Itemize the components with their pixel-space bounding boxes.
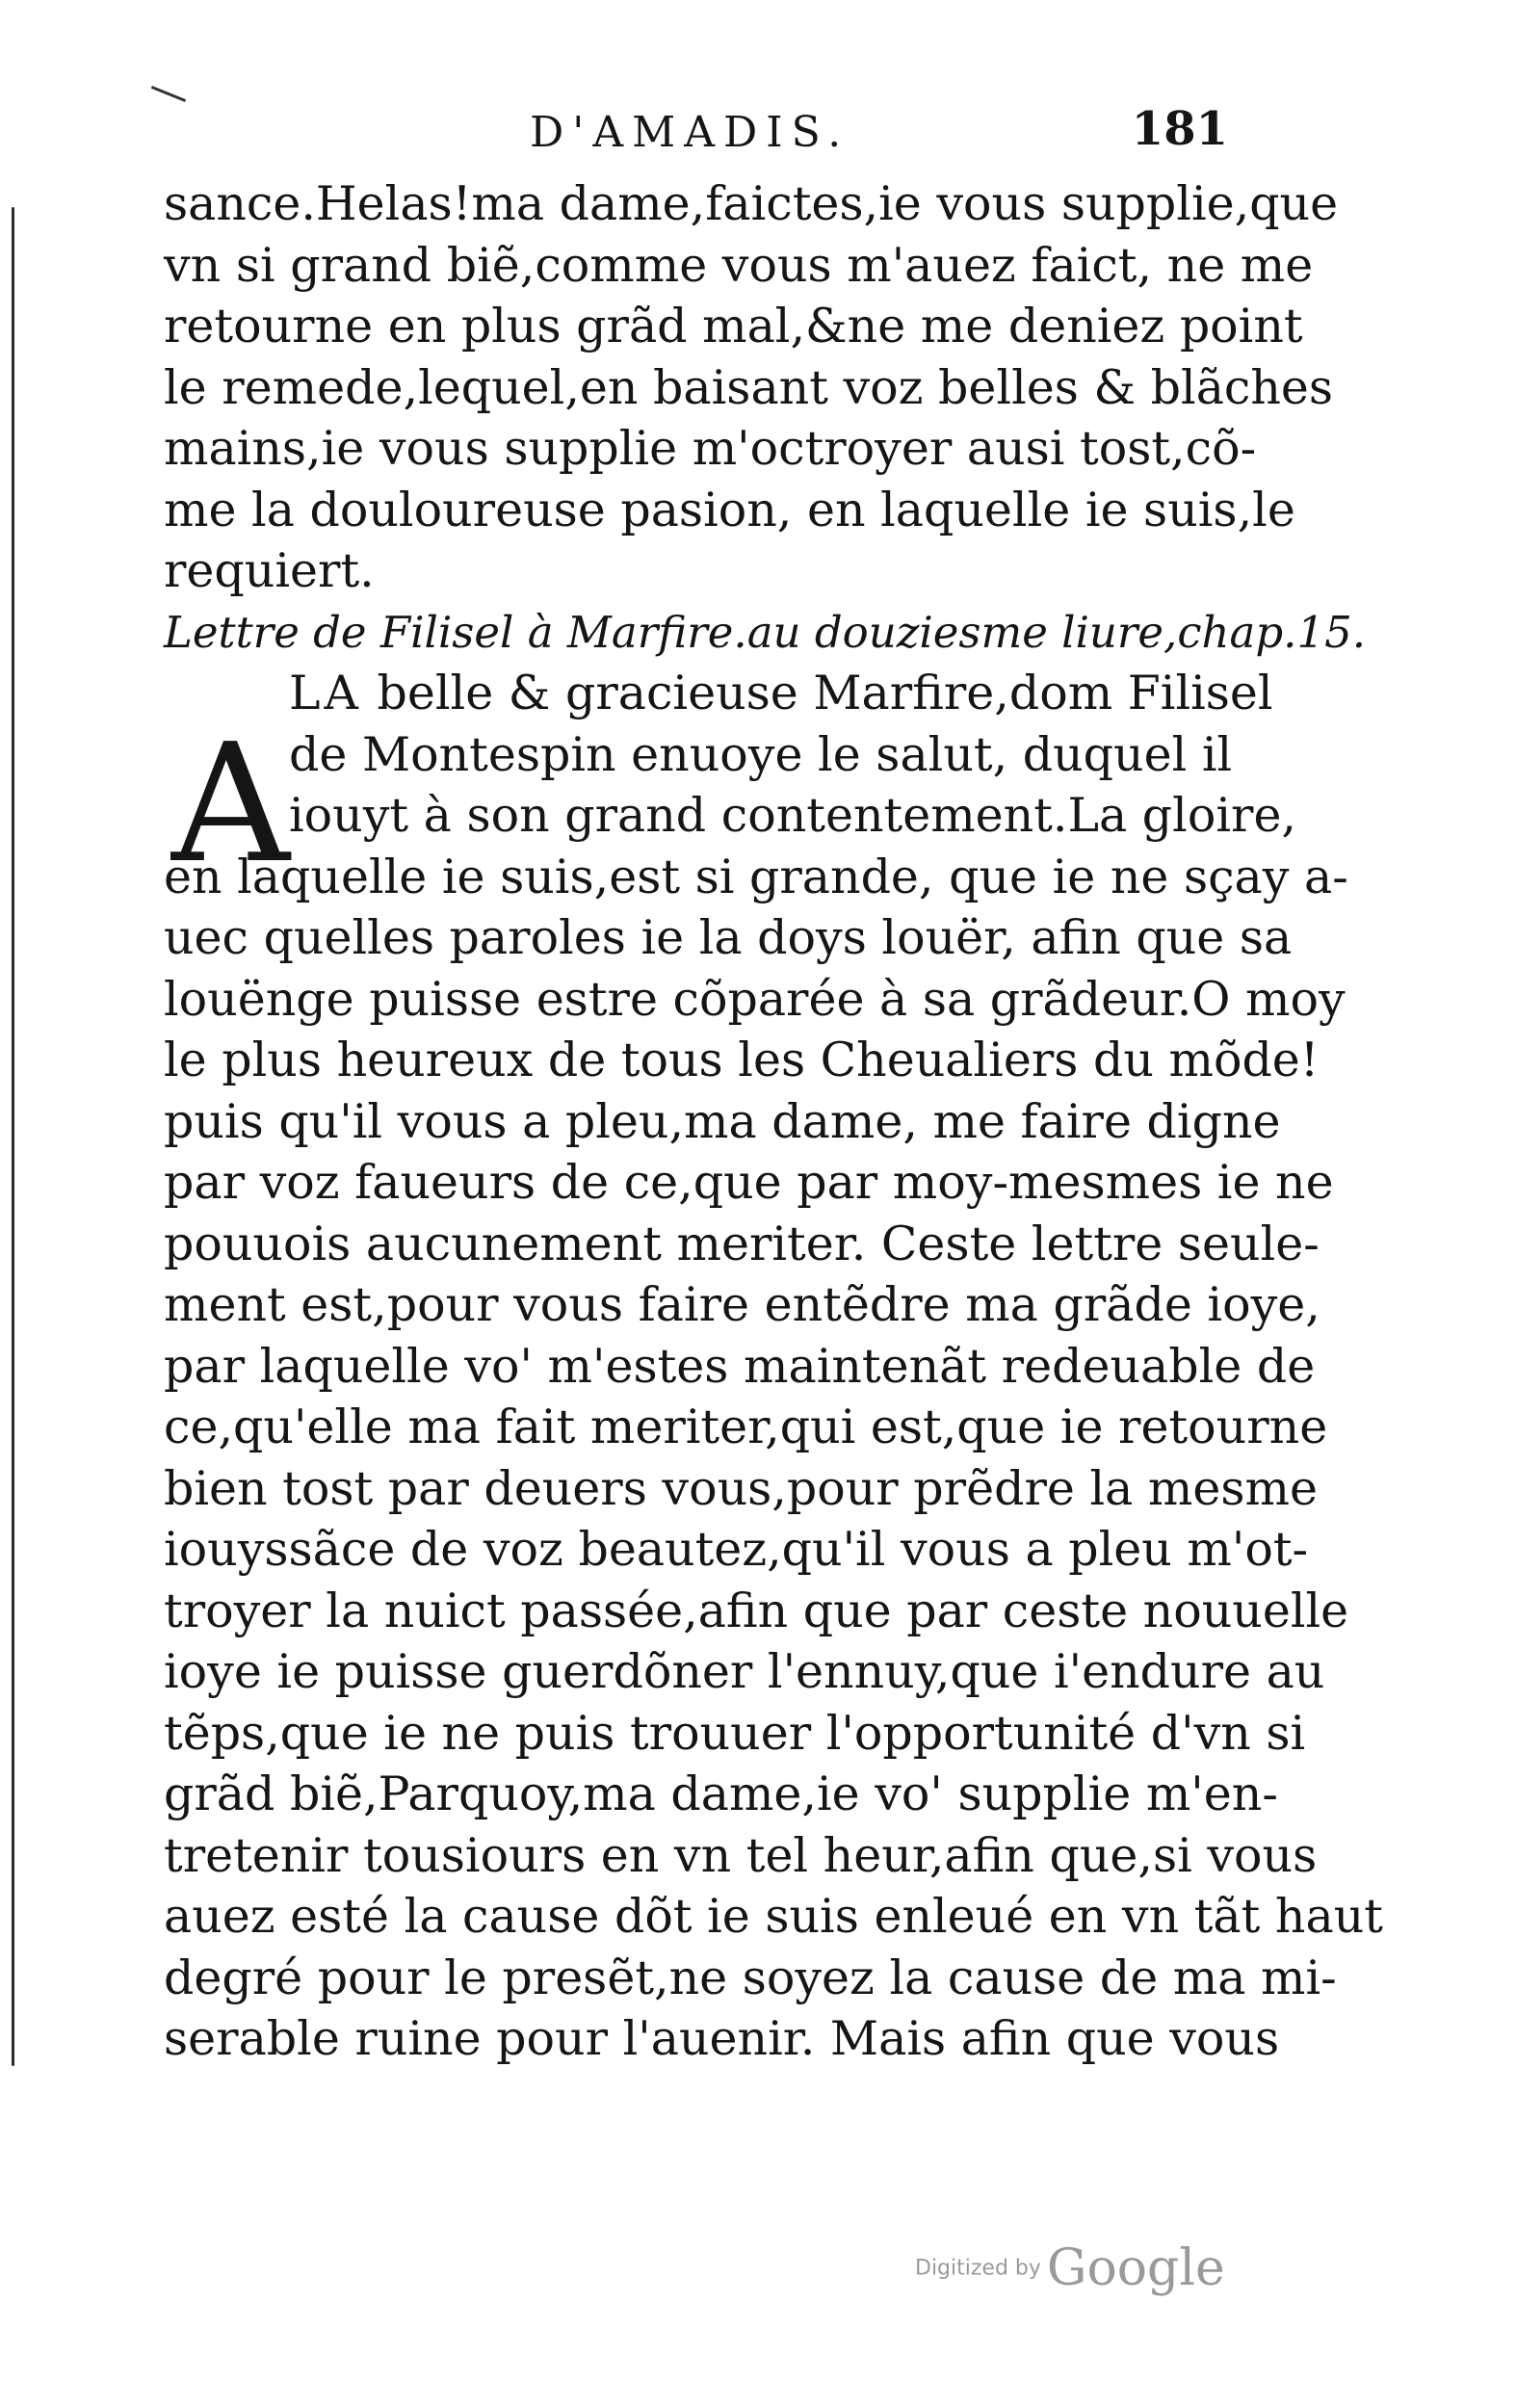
text-line: en laquelle ie suis,est si grande, que ie ne sçay a- [164,849,1348,904]
opening-smallcaps: LA [289,666,362,720]
gutter-binding-line [12,207,14,2066]
text-line: ce,qu'elle ma fait meriter,qui est,que ie retourne [164,1400,1328,1454]
text-line: le remede,lequel,en baisant voz belles & blãches [164,359,1334,415]
text-line: tretenir tousiours en vn tel heur,afin que,si vous [164,1827,1318,1883]
text-line: ioye ie puisse guerdõner l'ennuy,que i'endure au [164,1644,1325,1699]
opening-line [164,663,1273,724]
text-line: ment est,pour vous faire entẽdre ma grãde ioye, [164,1277,1320,1332]
text-line: uec quelles paroles ie la doys louër, afin que sa [164,910,1293,965]
drop-cap: A [171,709,290,900]
text-line-last: requiert. [164,543,375,598]
letter-heading: Lettre de Filisel à Marfire.au douziesme liure,chap.15. [164,606,1367,658]
text-line: par voz faueurs de ce,que par moy-mesmes ie ne [164,1155,1334,1210]
digitization-watermark [915,2239,1225,2297]
text-line: vn si grand biẽ,comme vous m'auez faict, ne me [164,237,1314,293]
text-line: bien tost par deuers vous,pour prẽdre la mesme [164,1460,1318,1516]
text-line: grãd biẽ,Parquoy,ma dame,ie vo' supplie m'en- [164,1767,1278,1821]
text-line: pouuois aucunement meriter. Ceste lettre seule- [164,1216,1320,1271]
running-head [164,102,1228,166]
opening-indented-line: de Montespin enuoye le salut, duquel il [289,726,1233,782]
running-title: D'AMADIS. [530,108,850,157]
text-line: degré pour le presẽt,ne soyez la cause de ma mi- [164,1950,1337,2005]
watermark-brand: Google [1046,2239,1225,2297]
text-block [164,173,1383,2070]
opening-rest: belle & gracieuse Marfire,dom Filisel [377,666,1273,720]
text-line: louënge puisse estre cõparée à sa grãdeur.O moy [164,971,1346,1027]
text-line: serable ruine pour l'auenir. Mais afin que vous [164,2011,1280,2066]
text-line: sance.Helas!ma dame,faictes,ie vous supplie,que [164,176,1339,231]
corner-ink-mark [151,86,186,102]
text-line: me la douloureuse pasion, en laquelle ie suis,le [164,482,1295,537]
watermark-prefix: Digitized by [915,2256,1041,2281]
text-line: retourne en plus grãd mal,&ne me deniez point [164,299,1303,353]
text-line: puis qu'il vous a pleu,ma dame, me faire digne [164,1093,1281,1149]
text-line: par laquelle vo' m'estes maintenãt redeuable de [164,1338,1316,1394]
text-line: iouyssãce de voz beautez,qu'il vous a pleu m'ot- [164,1522,1309,1577]
page-number: 181 [1131,102,1228,156]
text-line: tẽps,que ie ne puis trouuer l'opportunité d'vn si [164,1705,1306,1761]
text-line: mains,ie vous supplie m'octroyer ausi tost,cõ- [164,421,1257,476]
text-line: le plus heureux de tous les Cheualiers du mõde! [164,1033,1320,1087]
text-line: troyer la nuict passée,afin que par ceste nouuelle [164,1583,1349,1638]
text-line: auez esté la cause dõt ie suis enleué en vn tãt haut [164,1889,1383,1944]
opening-indented-line: iouyt à son grand contentement.La gloire, [289,788,1297,843]
